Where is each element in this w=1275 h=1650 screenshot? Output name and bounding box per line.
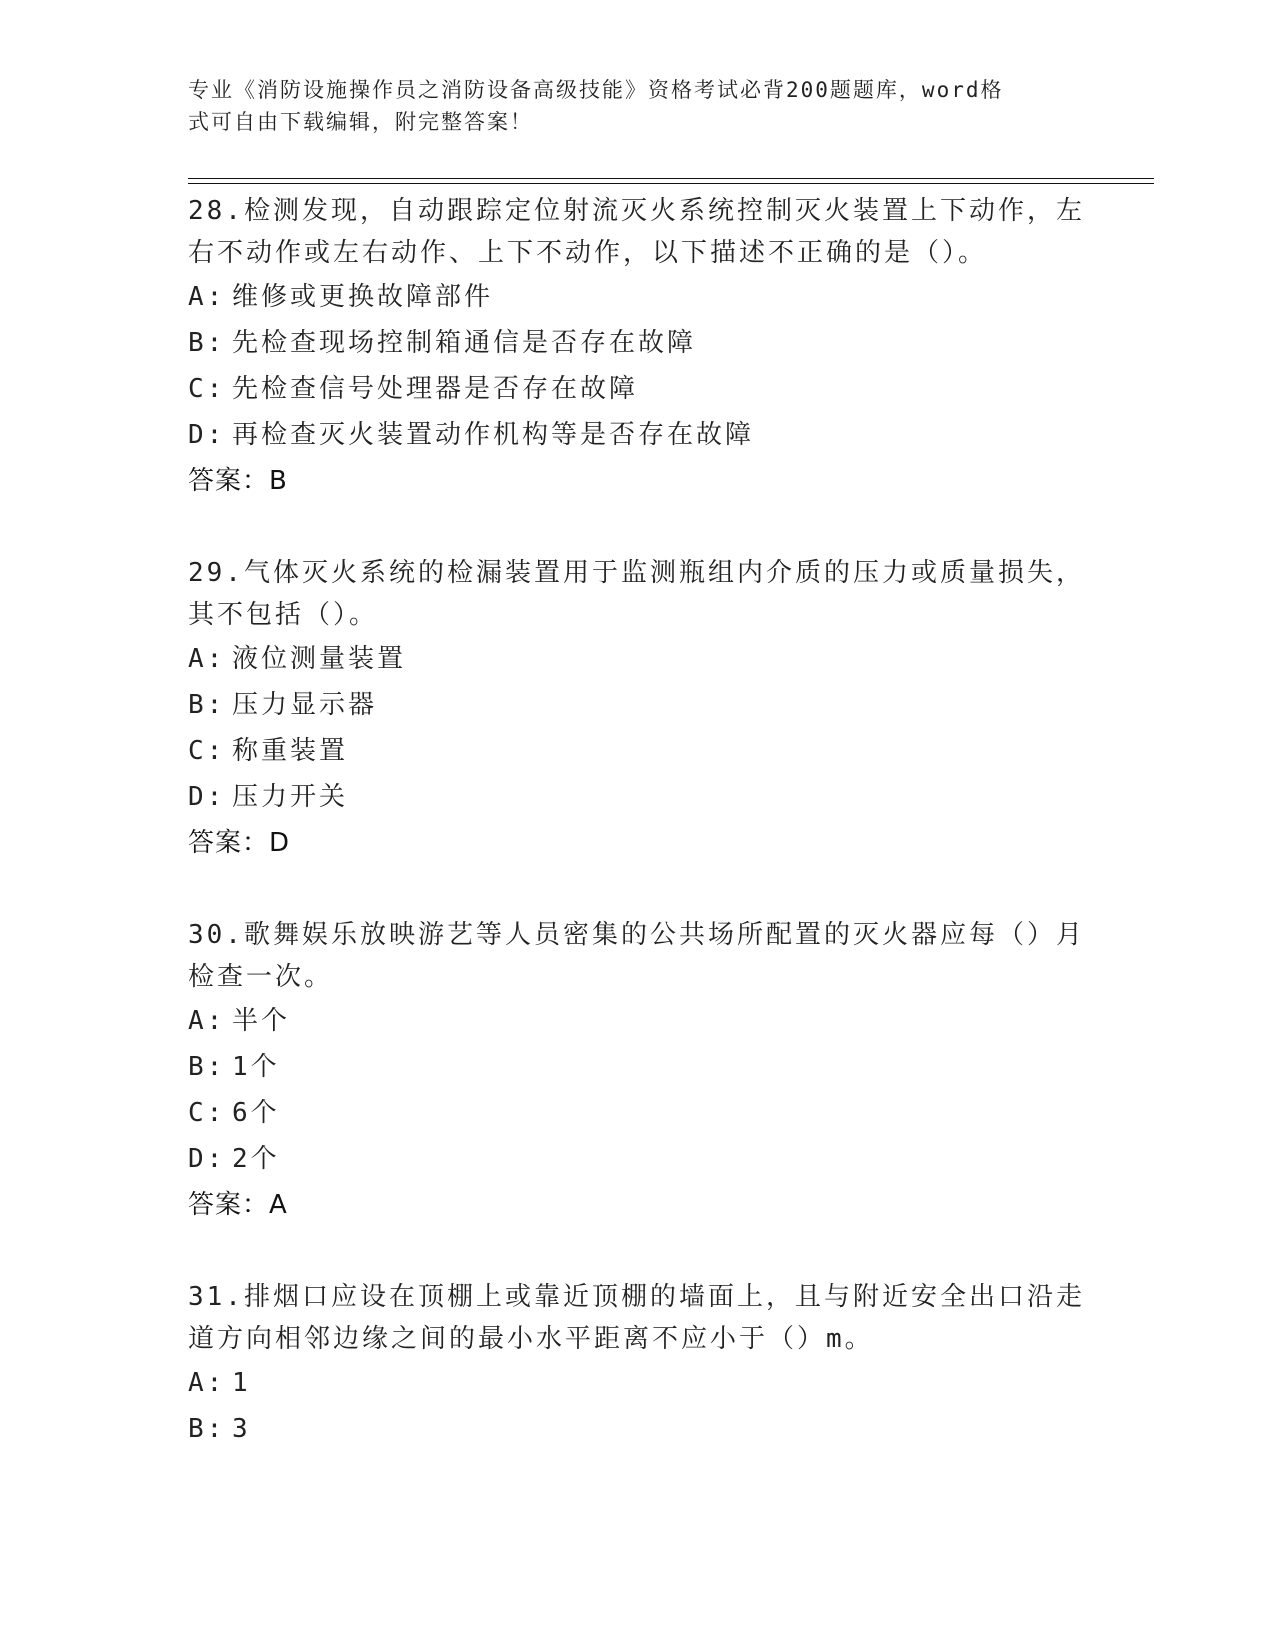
question-stem [188, 190, 1088, 274]
option-b [188, 682, 1088, 728]
answer-value: D [269, 828, 291, 858]
option-key: C: [188, 374, 226, 404]
answer-line [188, 458, 1088, 504]
stem-line: 右不动作或左右动作、上下不动作，以下描述不正确的是（）。 [188, 238, 988, 268]
option-text: 先检查现场控制箱通信是否存在故障 [232, 328, 697, 358]
answer-label: 答案： [188, 466, 270, 496]
option-key: C: [188, 1098, 226, 1128]
option-text: 维修或更换故障部件 [232, 282, 494, 312]
option-key: A: [188, 1368, 226, 1398]
option-c [188, 366, 1088, 412]
stem-line: 28.检测发现，自动跟踪定位射流灭火系统控制灭火装置上下动作，左 [188, 196, 1085, 226]
option-a [188, 1360, 1088, 1406]
option-text: 再检查灭火装置动作机构等是否存在故障 [232, 420, 755, 450]
answer-line [188, 1182, 1088, 1228]
option-b [188, 320, 1088, 366]
stem-line: 29.气体灭火系统的检漏装置用于监测瓶组内介质的压力或质量损失， [188, 558, 1085, 588]
option-text: 先检查信号处理器是否存在故障 [232, 374, 639, 404]
answer-label: 答案： [188, 828, 270, 858]
option-key: B: [188, 1414, 226, 1444]
stem-line: 道方向相邻边缘之间的最小水平距离不应小于（）m。 [188, 1324, 874, 1354]
answer-label: 答案： [188, 1190, 270, 1220]
option-key: D: [188, 420, 226, 450]
option-a [188, 274, 1088, 320]
option-key: B: [188, 690, 226, 720]
option-text: 称重装置 [232, 736, 349, 766]
question-stem [188, 552, 1088, 636]
question-28 [188, 190, 1088, 504]
answer-value: B [269, 466, 288, 496]
option-key: A: [188, 1006, 226, 1036]
answer-value: A [269, 1190, 288, 1220]
option-key: C: [188, 736, 226, 766]
option-d [188, 412, 1088, 458]
option-text: 压力显示器 [232, 690, 378, 720]
stem-line: 30.歌舞娱乐放映游艺等人员密集的公共场所配置的灭火器应每（）月 [188, 920, 1085, 950]
question-31 [188, 1276, 1088, 1452]
header-rule-bottom [188, 183, 1154, 184]
option-key: A: [188, 644, 226, 674]
stem-line: 31.排烟口应设在顶棚上或靠近顶棚的墙面上，且与附近安全出口沿走 [188, 1282, 1085, 1312]
option-text: 6个 [232, 1098, 280, 1128]
option-c [188, 728, 1088, 774]
option-key: B: [188, 328, 226, 358]
option-text: 1 [232, 1368, 251, 1398]
option-text: 压力开关 [232, 782, 349, 812]
option-b [188, 1044, 1088, 1090]
header-line-1: 专业《消防设施操作员之消防设备高级技能》资格考试必背200题题库，word格 [188, 78, 1004, 102]
option-text: 液位测量装置 [232, 644, 407, 674]
option-a [188, 636, 1088, 682]
option-key: A: [188, 282, 226, 312]
stem-line: 其不包括（）。 [188, 600, 379, 630]
option-a [188, 998, 1088, 1044]
question-stem [188, 914, 1088, 998]
option-d [188, 774, 1088, 820]
answer-line [188, 820, 1088, 866]
option-text: 1个 [232, 1052, 280, 1082]
stem-line: 检查一次。 [188, 962, 334, 992]
header-rule-top [188, 178, 1154, 179]
option-c [188, 1090, 1088, 1136]
option-d [188, 1136, 1088, 1182]
option-key: D: [188, 1144, 226, 1174]
option-text: 半个 [232, 1006, 291, 1036]
question-stem [188, 1276, 1088, 1360]
option-key: B: [188, 1052, 226, 1082]
option-text: 2个 [232, 1144, 280, 1174]
question-list [188, 190, 1088, 1500]
document-header [188, 74, 1068, 138]
question-29 [188, 552, 1088, 866]
header-line-2: 式可自由下载编辑，附完整答案！ [188, 110, 533, 134]
option-key: D: [188, 782, 226, 812]
question-30 [188, 914, 1088, 1228]
option-b [188, 1406, 1088, 1452]
option-text: 3 [232, 1414, 251, 1444]
